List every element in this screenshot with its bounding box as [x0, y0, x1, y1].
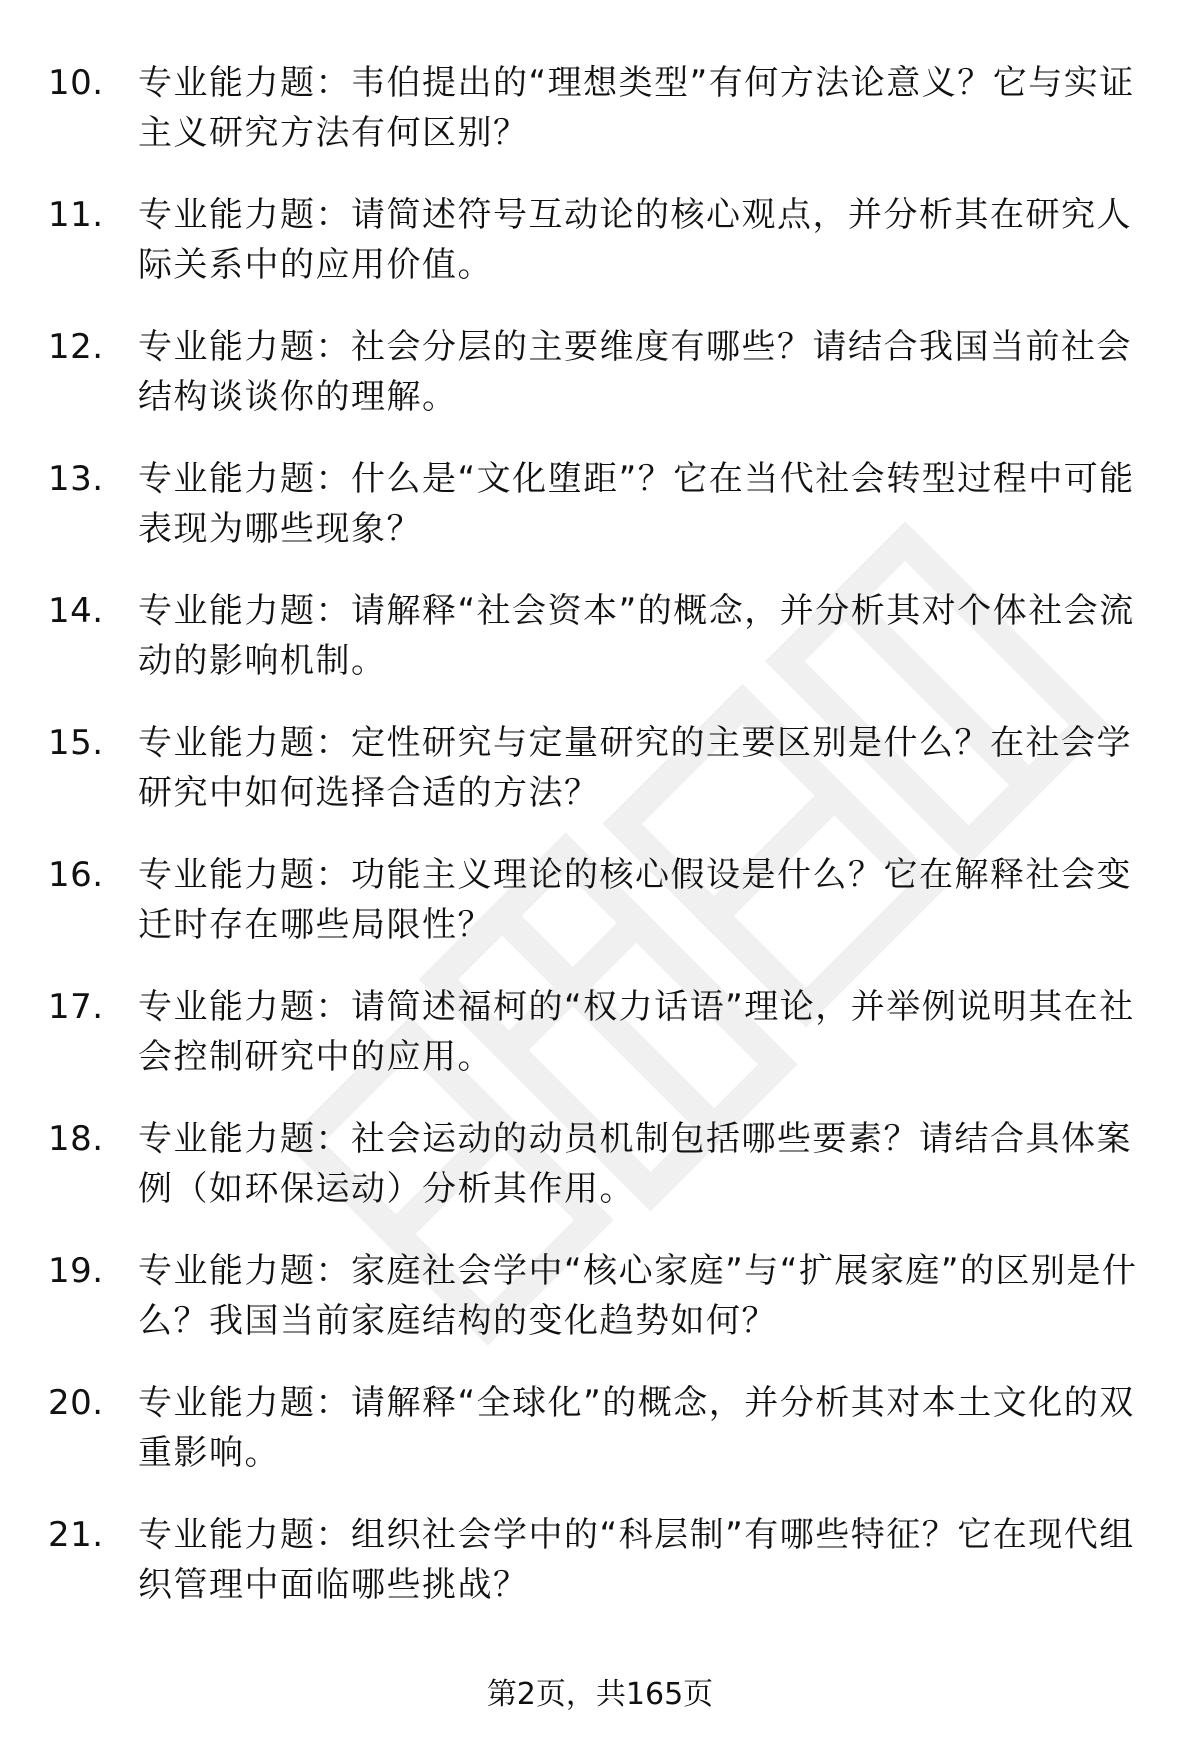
question-item — [48, 718, 1148, 850]
question-item — [48, 1246, 1148, 1378]
question-text: 专业能力题：家庭社会学中“核心家庭”与“扩展家庭”的区别是什么？我国当前家庭结构的变化趋势如何？ — [138, 1251, 1138, 1341]
question-item — [48, 454, 1148, 586]
question-number: 20. — [48, 1383, 104, 1423]
question-number: 12. — [48, 327, 104, 367]
question-number: 11. — [48, 195, 104, 235]
question-text: 专业能力题：组织社会学中的“科层制”有哪些特征？它在现代组织管理中面临哪些挑战？ — [138, 1515, 1135, 1605]
question-number: 16. — [48, 855, 104, 895]
question-item — [48, 1378, 1148, 1510]
question-list — [48, 58, 1148, 1642]
question-text: 专业能力题：韦伯提出的“理想类型”有何方法论意义？它与实证主义研究方法有何区别？ — [138, 63, 1135, 153]
question-number: 10. — [48, 63, 104, 103]
question-number: 18. — [48, 1119, 104, 1159]
question-item — [48, 322, 1148, 454]
question-number: 19. — [48, 1251, 104, 1291]
question-text: 专业能力题：社会运动的动员机制包括哪些要素？请结合具体案例（如环保运动）分析其作用。 — [138, 1119, 1132, 1209]
question-text: 专业能力题：功能主义理论的核心假设是什么？它在解释社会变迁时存在哪些局限性？ — [138, 855, 1132, 945]
question-text: 专业能力题：请解释“全球化”的概念，并分析其对本土文化的双重影响。 — [138, 1383, 1135, 1473]
question-item — [48, 190, 1148, 322]
question-item — [48, 1510, 1148, 1642]
question-item — [48, 58, 1148, 190]
question-text: 专业能力题：社会分层的主要维度有哪些？请结合我国当前社会结构谈谈你的理解。 — [138, 327, 1132, 417]
question-text: 专业能力题：请简述福柯的“权力话语”理论，并举例说明其在社会控制研究中的应用。 — [138, 987, 1135, 1077]
question-number: 14. — [48, 591, 104, 631]
question-text: 专业能力题：什么是“文化堕距”？它在当代社会转型过程中可能表现为哪些现象？ — [138, 459, 1135, 549]
question-number: 13. — [48, 459, 104, 499]
question-item — [48, 586, 1148, 718]
page-number-footer: 第2页，共165页 — [486, 1677, 714, 1712]
question-number: 15. — [48, 723, 104, 763]
question-text: 专业能力题：定性研究与定量研究的主要区别是什么？在社会学研究中如何选择合适的方法？ — [138, 723, 1132, 813]
question-item — [48, 1114, 1148, 1246]
question-number: 21. — [48, 1515, 104, 1555]
question-number: 17. — [48, 987, 104, 1027]
question-text: 专业能力题：请简述符号互动论的核心观点，并分析其在研究人际关系中的应用价值。 — [138, 195, 1132, 285]
question-item — [48, 982, 1148, 1114]
question-text: 专业能力题：请解释“社会资本”的概念，并分析其对个体社会流动的影响机制。 — [138, 591, 1135, 681]
question-item — [48, 850, 1148, 982]
